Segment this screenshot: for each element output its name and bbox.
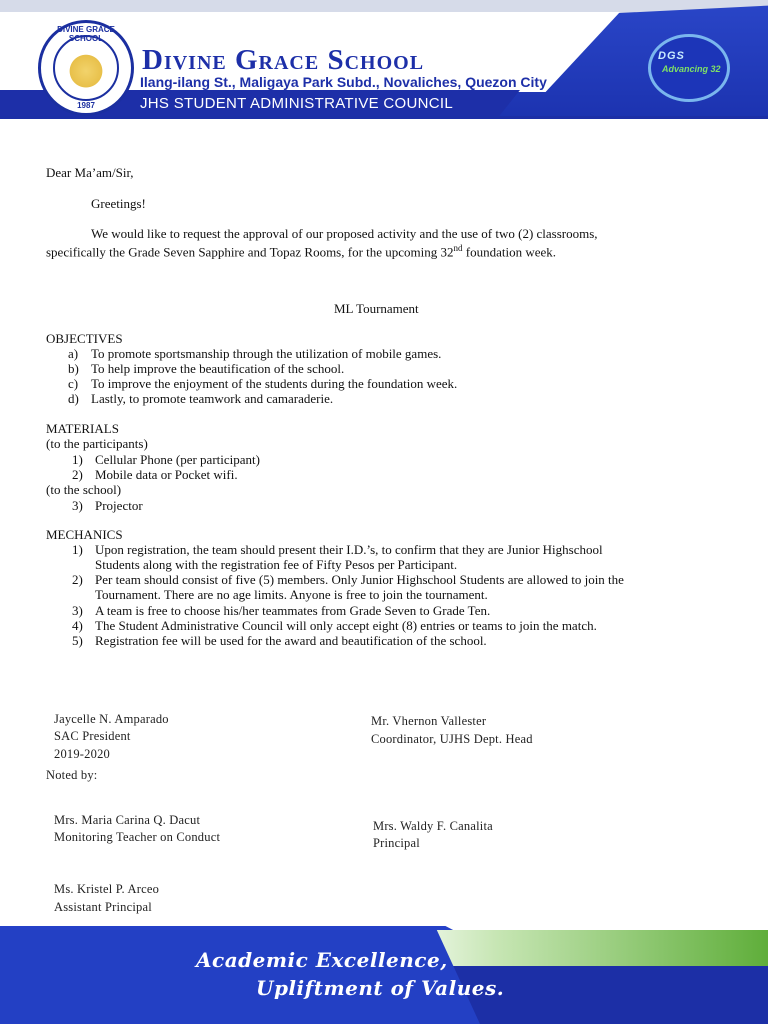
materials-group-label: (to the participants): [46, 436, 148, 451]
school-name: Divine Grace School: [142, 44, 425, 76]
mechanic-item-line: Tournament. There are no age limits. Anyone is free to join the tournament.: [95, 587, 488, 602]
mechanic-item-line: Students along with the registration fee of Fifty Pesos per Participant.: [95, 557, 458, 572]
material-item: Projector: [95, 498, 143, 513]
material-item: Mobile data or Pocket wifi.: [95, 467, 238, 482]
materials-heading: MATERIALS: [46, 421, 119, 436]
material-marker: 2): [72, 467, 83, 482]
mechanic-marker: 1): [72, 542, 83, 557]
salutation: Dear Ma’am/Sir,: [46, 165, 134, 180]
badge-line1: DGS: [658, 50, 685, 62]
seal-year: 1987: [77, 101, 95, 110]
mechanic-marker: 5): [72, 633, 83, 648]
asst-principal-title: Assistant Principal: [54, 900, 152, 914]
objectives-heading: OBJECTIVES: [46, 331, 123, 346]
objective-item: To improve the enjoyment of the students during the foundation week.: [91, 376, 458, 391]
anniversary-badge-logo: [640, 32, 744, 104]
event-title: ML Tournament: [334, 301, 419, 316]
monitor-title: Monitoring Teacher on Conduct: [54, 830, 221, 844]
material-marker: 3): [72, 498, 83, 513]
material-item: Cellular Phone (per participant): [95, 452, 260, 467]
asst-principal-name: Ms. Kristel P. Arceo: [54, 882, 160, 896]
mechanic-marker: 3): [72, 603, 83, 618]
mechanic-item-line: Upon registration, the team should present their I.D.’s, to confirm that they are Junior Highschool: [95, 542, 603, 557]
para-line2-pre: specifically the Grade Seven Sapphire and Topaz Rooms, for the upcoming 32: [46, 244, 454, 260]
request-paragraph-line2: [46, 241, 556, 259]
mechanic-item-line: A team is free to choose his/her teammates from Grade Seven to Grade Ten.: [95, 603, 491, 618]
school-seal-logo: [38, 20, 134, 116]
para-line2-post: foundation week.: [462, 244, 557, 260]
mechanic-marker: 4): [72, 618, 83, 633]
mechanic-marker: 2): [72, 572, 83, 587]
president-title: SAC President: [54, 729, 131, 743]
material-marker: 1): [72, 452, 83, 467]
header-underline: [0, 116, 768, 119]
coordinator-name: Mr. Vhernon Vallester: [371, 714, 487, 728]
objective-item: To help improve the beautification of the school.: [91, 361, 345, 376]
mechanic-item-line: Per team should consist of five (5) members. Only Junior Highschool Students are allowed to join the: [95, 572, 624, 587]
noted-by-label: Noted by:: [46, 768, 98, 782]
seal-text-top: DIVINE GRACE SCHOOL: [57, 25, 115, 43]
slogan-line1: Academic Excellence,: [196, 948, 448, 972]
greeting: Greetings!: [91, 196, 146, 211]
coordinator-title: Coordinator, UJHS Dept. Head: [371, 732, 533, 746]
objective-marker: b): [68, 361, 79, 376]
objective-item: To promote sportsmanship through the utilization of mobile games.: [91, 346, 442, 361]
mechanic-item-line: The Student Administrative Council will only accept eight (8) entries or teams to join the match.: [95, 618, 597, 633]
letterhead: [0, 0, 768, 120]
seal-emblem: [53, 35, 119, 101]
objective-marker: c): [68, 376, 79, 391]
president-name: Jaycelle N. Amparado: [54, 712, 169, 726]
slogan-line2: Upliftment of Values.: [256, 976, 505, 1000]
president-year: 2019-2020: [54, 747, 110, 761]
objective-marker: d): [68, 391, 79, 406]
monitor-name: Mrs. Maria Carina Q. Dacut: [54, 813, 201, 827]
objective-item: Lastly, to promote teamwork and camaraderie.: [91, 391, 334, 406]
ordinal-suffix: nd: [453, 243, 463, 253]
council-name: JHS STUDENT ADMINISTRATIVE COUNCIL: [140, 95, 454, 112]
objective-marker: a): [68, 346, 79, 361]
request-paragraph-line1: We would like to request the approval of our proposed activity and the use of two (2) classrooms,: [91, 226, 598, 241]
principal-name: Mrs. Waldy F. Canalita: [373, 819, 493, 833]
footer-banner: [0, 916, 768, 1024]
principal-title: Principal: [373, 836, 420, 850]
badge-line2: Advancing 32: [662, 64, 721, 74]
mechanic-item-line: Registration fee will be used for the award and beautification of the school.: [95, 633, 487, 648]
school-address: Ilang-ilang St., Maligaya Park Subd., Novaliches, Quezon City: [140, 74, 547, 90]
materials-group-label: (to the school): [46, 482, 122, 497]
mechanics-heading: MECHANICS: [46, 527, 123, 542]
